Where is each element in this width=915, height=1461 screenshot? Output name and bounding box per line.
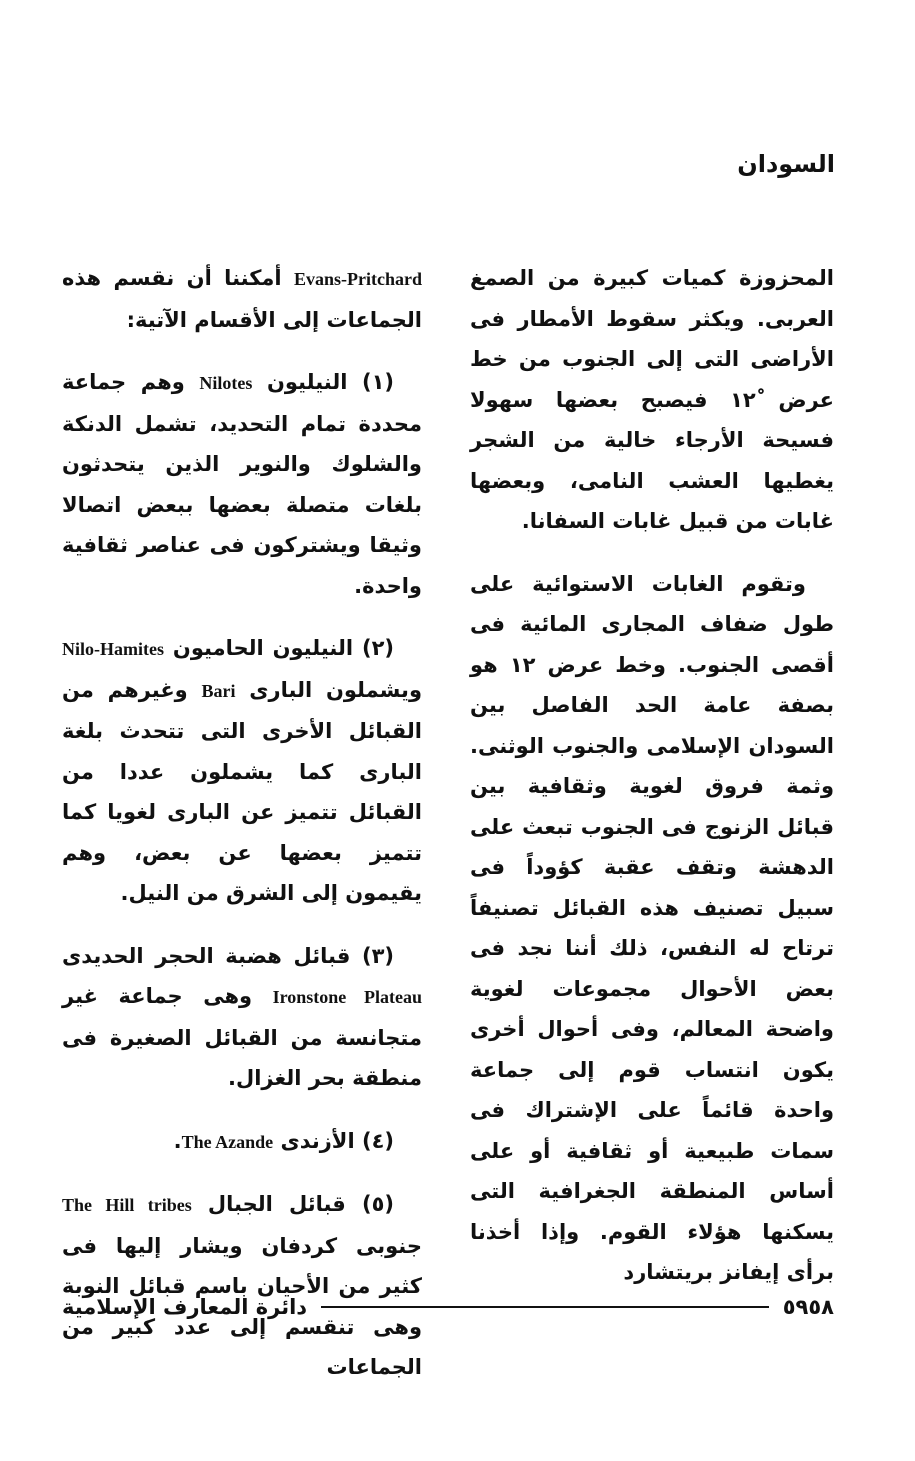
page-footer — [62, 1292, 834, 1322]
paragraph-text: أمكننا أن نقسم هذه الجماعات إلى الأقسام الآتية: — [62, 266, 422, 332]
item-number: (٣) قبائل هضبة الحجر الحديدى — [62, 943, 394, 968]
item-text: جنوبى كردفان ويشار إليها فى كثير من الأحيان باسم قبائل النوبة وهى تنقسم إلى عدد كبير من الجماعات — [62, 1233, 422, 1379]
list-item — [62, 1121, 422, 1163]
item-text: وغيرهم من القبائل الأخرى التى تتحدث بلغة البارى كما يشملون عددا من القبائل تتميز عن البارى لغويا كما تتميز بعضها عن بعض، وهم يقيمون إلى الشرق من النيل. — [62, 677, 422, 905]
list-item — [62, 628, 422, 914]
right-column — [470, 258, 834, 1315]
running-header-title: السودان — [737, 150, 835, 178]
item-number: (٢) النيليون الحاميون — [172, 636, 395, 660]
item-text: . — [173, 1128, 182, 1153]
list-item — [62, 362, 422, 606]
latin-term: Ironstone Plateau — [272, 987, 422, 1007]
encyclopedia-title: دائرة المعارف الإسلامية — [62, 1295, 308, 1319]
item-number: (١) النيليون — [266, 370, 395, 394]
item-text: وهى جماعة غير متجانسة من القبائل الصغيرة فى منطقة بحر الغزال. — [62, 984, 422, 1090]
latin-term: The Azande — [181, 1131, 274, 1152]
item-number: (٤) الأزندى — [280, 1128, 394, 1153]
latin-term: Bari — [201, 680, 236, 701]
footer-rule — [321, 1306, 769, 1308]
item-text: وهم جماعة محددة تمام التحديد، تشمل الدنكة والشلوك والنوير الذين يتحدثون بلغات متصلة بعضها ببعض اتصالا وثيقا ويشتركون فى عناصر ثقافية واحدة. — [62, 370, 422, 598]
page-number: ٥٩٥٨ — [782, 1295, 834, 1319]
list-item — [62, 936, 422, 1099]
latin-term: Evans-Pritchard — [294, 269, 423, 289]
latin-term: Nilotes — [199, 373, 253, 393]
paragraph: وتقوم الغابات الاستوائية على طول ضفاف المجارى المائية فى أقصى الجنوب. وخط عرض ١٢ هو بصفة عامة الحد الفاصل بين السودان الإسلامى والجنوب الوثنى. وثمة فروق لغوية وثقافية بين قبائل الزنوج فى الجنوب تبعث على الدهشة وتقف عقبة كؤوداً فى سبيل تصنيف هذه القبائل تصنيفاً ترتاح له النفس، ذلك أننا نجد فى بعض الأحوال مجموعات لغوية واضحة المعالم، وفى أحوال أخرى يكون انتساب قوم إلى جماعة واحدة قائماً على الإشتراك فى سمات طبيعية أو ثقافية أو على أساس المنطقة الجغرافية التى يسكنها هؤلاء القوم. وإذا أخذنا برأى إيفانز بريتشارد — [470, 571, 834, 1284]
latin-term: The Hill tribes — [62, 1195, 192, 1215]
latin-term: Nilo-Hamites — [62, 639, 164, 659]
list-item — [62, 1184, 422, 1388]
left-column — [62, 258, 422, 1410]
item-text: ويشملون البارى — [249, 677, 422, 702]
item-number: (٥) قبائل الجبال — [207, 1192, 394, 1216]
intro-paragraph — [62, 258, 422, 340]
paragraph: المحزوزة كميات كبيرة من الصمغ العربى. ويكثر سقوط الأمطار فى الأراضى التى إلى الجنوب من خط عرض ١٢ْ فيصبح بعضها سهولا فسيحة الأرجاء خالية من الشجر يغطيها العشب النامى، وبعضها غابات من قبيل غابات السفانا. — [470, 266, 834, 533]
